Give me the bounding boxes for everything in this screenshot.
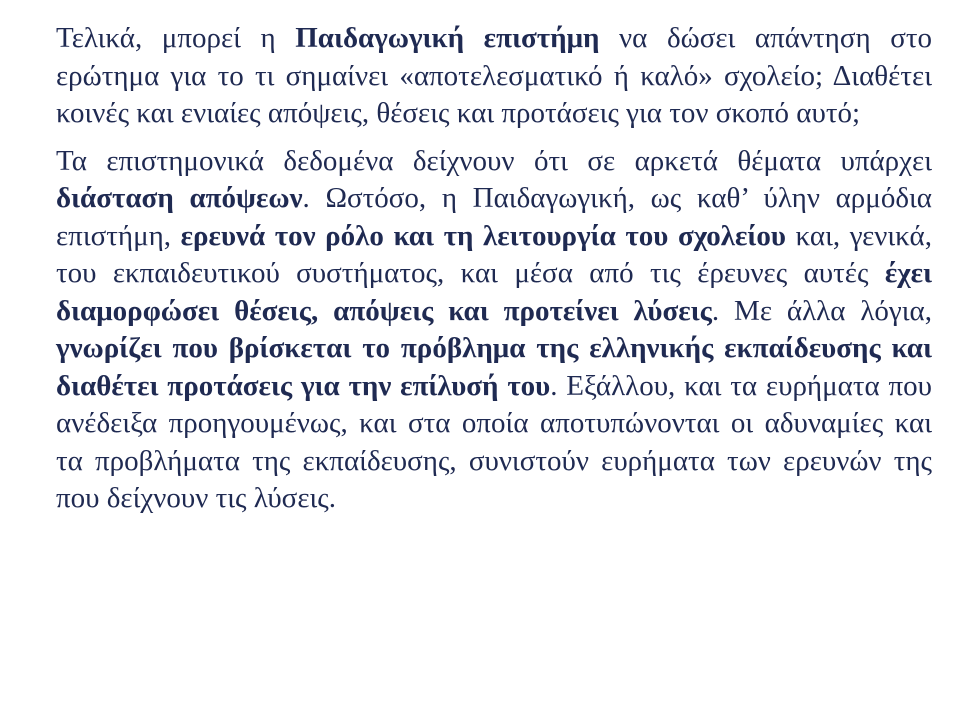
run: Τελικά, μπορεί η (56, 22, 296, 54)
bold-run: ερευνά τον ρόλο και τη λειτουργία του σχολείου (180, 219, 786, 252)
run: . Εξάλλου, και τα ευρήματα που ανέδειξα προηγουμένως, και στα οποία αποτυπώνονται οι αδυναμίες και τα προβλήματα της εκπαίδευσης, συνιστούν ευρήματα των ερευνών της που δείχνουν τις λύσεις. (56, 369, 932, 514)
run: και, γενικά, του εκπαιδευτικού συστήματος, και μέσα από τις έρευνες αυτές (56, 219, 932, 289)
run: Τα επιστημονικά δεδομένα δείχνουν ότι σε αρκετά θέματα υπάρχει (56, 144, 932, 177)
run: . Με άλλα λόγια, (711, 294, 932, 327)
bold-run: γνωρίζει που βρίσκεται το πρόβλημα της ελληνικής εκπαίδευσης και διαθέτει προτάσεις για την επίλυσή του (56, 332, 932, 402)
bold-run: διάσταση απόψεων (56, 182, 303, 214)
run: να δώσει απάντηση στο ερώτημα για το τι σημαίνει «αποτελεσματικό ή καλό» σχολείο; Διαθέτει κοινές και ενιαίες απόψεις, θέσεις και προτάσεις για τον σκοπό αυτό; (56, 22, 933, 129)
body-text (56, 20, 932, 528)
bold-run: Παιδαγωγική επιστήμη (295, 22, 600, 54)
run: . Ωστόσο, η Παιδαγωγική, ως καθ’ ύλην αρμόδια επιστήμη, (56, 182, 932, 252)
bold-run: έχει διαμορφώσει θέσεις, απόψεις και προτείνει λύσεις (56, 257, 932, 327)
paragraph-1 (56, 20, 932, 133)
paragraph-2 (56, 143, 932, 518)
